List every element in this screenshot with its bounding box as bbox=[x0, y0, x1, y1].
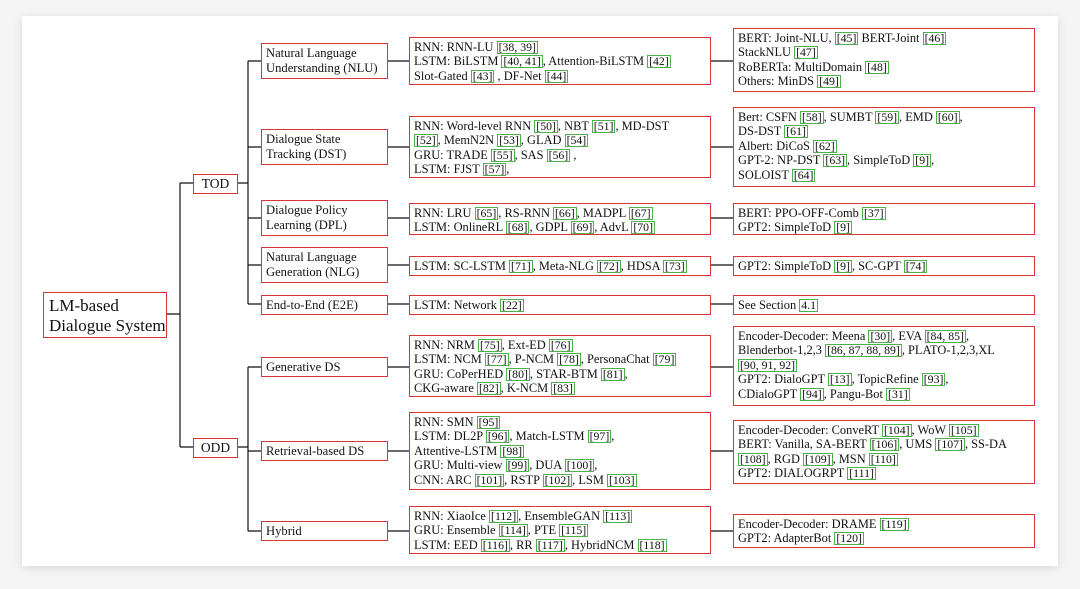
citation-ref[interactable]: [102] bbox=[544, 472, 571, 487]
mid-retrieval bbox=[409, 412, 711, 490]
detail-text: Attentive-LSTM bbox=[414, 443, 501, 458]
citation-ref[interactable]: [9] bbox=[915, 153, 930, 168]
citation-ref[interactable]: [71] bbox=[511, 259, 531, 273]
mid-hybrid bbox=[409, 506, 711, 554]
detail-text: , LSM bbox=[572, 472, 607, 487]
citation-ref[interactable]: [45] bbox=[836, 31, 857, 45]
detail-text: , PTE bbox=[527, 523, 560, 538]
detail-line bbox=[738, 60, 1030, 74]
citation-ref[interactable]: [101] bbox=[476, 472, 503, 487]
citation-ref[interactable]: [62] bbox=[815, 138, 835, 153]
detail-line bbox=[738, 259, 1030, 273]
citation-ref[interactable]: [107] bbox=[937, 437, 963, 452]
citation-ref[interactable]: [94] bbox=[802, 386, 822, 401]
detail-line bbox=[414, 133, 706, 147]
mid-e2e bbox=[409, 295, 711, 315]
detail-line bbox=[738, 387, 1030, 401]
detail-line bbox=[738, 343, 1030, 357]
right-dst bbox=[733, 107, 1035, 187]
detail-line bbox=[738, 206, 1030, 220]
detail-text: LSTM: BiLSTM bbox=[414, 54, 502, 69]
detail-text: LSTM: OnlineRL bbox=[414, 220, 506, 235]
citation-ref[interactable]: [9] bbox=[836, 259, 850, 273]
detail-text: , GLAD bbox=[520, 133, 565, 148]
citation-ref[interactable]: [64] bbox=[793, 167, 814, 182]
detail-text: LSTM: DL2P bbox=[414, 429, 486, 444]
detail-text: CDialoGPT bbox=[738, 386, 801, 401]
detail-text: Encoder-Decoder: ConveRT bbox=[738, 423, 882, 437]
citation-ref[interactable]: [67] bbox=[630, 206, 651, 220]
detail-text: LSTM: SC-LSTM bbox=[414, 259, 510, 273]
detail-line bbox=[738, 110, 1030, 124]
detail-line bbox=[414, 40, 706, 54]
citation-ref[interactable]: [38, 39] bbox=[498, 40, 536, 54]
detail-line bbox=[414, 473, 706, 487]
citation-ref[interactable]: [54] bbox=[566, 133, 587, 148]
citation-ref[interactable]: [66] bbox=[555, 206, 575, 220]
citation-ref[interactable]: [76] bbox=[550, 338, 571, 352]
citation-ref[interactable]: [59] bbox=[877, 110, 898, 124]
citation-ref[interactable]: [117] bbox=[537, 537, 563, 552]
detail-line bbox=[738, 423, 1030, 437]
detail-line bbox=[738, 517, 1030, 531]
right-nlg bbox=[733, 256, 1035, 276]
citation-ref[interactable]: [22] bbox=[502, 298, 522, 312]
citation-ref[interactable]: [55] bbox=[492, 147, 513, 162]
detail-text: , Attention-BiLSTM bbox=[542, 54, 648, 69]
detail-text: Blenderbot-1,2,3 bbox=[738, 343, 826, 358]
citation-ref[interactable]: [108] bbox=[740, 451, 766, 466]
detail-text: , RS-RNN bbox=[498, 206, 553, 220]
detail-text: , SAS bbox=[514, 147, 547, 162]
citation-ref[interactable]: [95] bbox=[478, 415, 499, 429]
detail-text: , bbox=[624, 366, 628, 381]
citation-ref[interactable]: [60] bbox=[937, 110, 958, 124]
detail-text: GPT2: DIALOGRPT bbox=[738, 466, 848, 481]
detail-text: Encoder-Decoder: DRAME bbox=[738, 517, 880, 531]
detail-text: , WoW bbox=[911, 423, 949, 437]
sub-nlg bbox=[261, 247, 388, 283]
citation-ref[interactable]: [97] bbox=[589, 429, 610, 444]
detail-text: , bbox=[965, 329, 970, 343]
detail-line bbox=[414, 338, 706, 352]
right-dpl bbox=[733, 203, 1035, 235]
detail-text: , TopicRefine bbox=[851, 372, 922, 387]
citation-ref[interactable]: [58] bbox=[801, 110, 822, 124]
detail-text: LSTM: NCM bbox=[414, 352, 485, 367]
sub-nlu bbox=[261, 43, 388, 79]
citation-ref[interactable]: [68] bbox=[507, 220, 528, 235]
detail-text: , EVA bbox=[892, 329, 925, 343]
detail-text: , GDPL bbox=[529, 220, 571, 235]
detail-text: , MADPL bbox=[576, 206, 629, 220]
citation-ref[interactable]: [31] bbox=[888, 386, 908, 401]
citation-ref[interactable]: [69] bbox=[572, 220, 593, 235]
detail-text: RNN: SMN bbox=[414, 415, 477, 429]
mid-nlu bbox=[409, 37, 711, 85]
detail-text: , bbox=[945, 372, 949, 387]
detail-line bbox=[738, 452, 1030, 466]
right-generative bbox=[733, 326, 1035, 406]
detail-text: , SimpleToD bbox=[847, 153, 914, 168]
sub-line: Understanding (NLU) bbox=[266, 60, 378, 75]
detail-text: RNN: LRU bbox=[414, 206, 475, 220]
sub-hybrid bbox=[261, 521, 388, 541]
detail-text: , EnsembleGAN bbox=[518, 509, 604, 523]
mid-nlg bbox=[409, 256, 711, 276]
detail-line bbox=[738, 124, 1030, 138]
detail-line bbox=[414, 119, 706, 133]
citation-ref[interactable]: [43] bbox=[472, 68, 493, 83]
citation-ref[interactable]: [40, 41] bbox=[503, 54, 541, 69]
sub-line: Hybrid bbox=[266, 524, 302, 538]
detail-line bbox=[414, 523, 706, 537]
citation-ref[interactable]: [109] bbox=[805, 451, 831, 466]
sub-line: Dialogue State bbox=[266, 132, 341, 146]
detail-text: DS-DST bbox=[738, 124, 785, 139]
citation-ref[interactable]: [75] bbox=[480, 338, 500, 352]
detail-text: , MSN bbox=[832, 451, 869, 466]
detail-text: RNN: Word-level RNN bbox=[414, 119, 535, 133]
mid-generative bbox=[409, 335, 711, 397]
citation-ref[interactable]: [103] bbox=[608, 472, 635, 487]
detail-text: , EMD bbox=[899, 110, 936, 124]
detail-text: , K-NCM bbox=[500, 381, 552, 396]
detail-line bbox=[414, 429, 706, 443]
detail-text: , bbox=[506, 162, 510, 177]
detail-line bbox=[738, 372, 1030, 386]
sub-line: End-to-End (E2E) bbox=[266, 298, 358, 312]
citation-ref[interactable]: [120] bbox=[836, 531, 862, 546]
citation-ref[interactable]: [86, 87, 88, 89] bbox=[827, 343, 900, 358]
citation-ref[interactable]: [65] bbox=[476, 206, 497, 220]
detail-text: , bbox=[611, 429, 615, 444]
category-odd bbox=[193, 438, 238, 458]
detail-text: , MemN2N bbox=[437, 133, 498, 148]
sub-generative bbox=[261, 357, 388, 377]
detail-text: , P-NCM bbox=[508, 352, 558, 367]
detail-text: GRU: Multi-view bbox=[414, 458, 506, 473]
root-label-line1: LM-based bbox=[49, 296, 119, 315]
detail-line bbox=[414, 509, 706, 523]
detail-text: , Pangu-Bot bbox=[823, 386, 887, 401]
detail-text: CNN: ARC bbox=[414, 472, 475, 487]
citation-ref[interactable]: [56] bbox=[548, 147, 569, 162]
detail-text: , RSTP bbox=[504, 472, 543, 487]
detail-line bbox=[738, 153, 1030, 167]
detail-line bbox=[414, 69, 706, 83]
detail-line bbox=[414, 162, 706, 176]
citation-ref[interactable]: [78] bbox=[559, 352, 579, 367]
sub-line: Natural Language bbox=[266, 250, 357, 264]
detail-text: GPT-2: NP-DST bbox=[738, 153, 824, 168]
citation-ref[interactable]: [52] bbox=[416, 133, 436, 148]
detail-text: , PLATO-1,2,3,XL bbox=[901, 343, 995, 358]
detail-text: GRU: CoPerHED bbox=[414, 366, 507, 381]
detail-text: RNN: NRM bbox=[414, 338, 479, 352]
detail-text: CKG-aware bbox=[414, 381, 477, 396]
detail-text: , NBT bbox=[557, 119, 592, 133]
detail-text: , MD-DST bbox=[615, 119, 670, 133]
detail-line bbox=[414, 458, 706, 472]
mid-dst bbox=[409, 116, 711, 178]
detail-line bbox=[414, 206, 706, 220]
detail-text: LSTM: FJST bbox=[414, 162, 483, 177]
detail-text: , SUMBT bbox=[823, 110, 876, 124]
citation-ref[interactable]: [37] bbox=[863, 206, 884, 220]
detail-text: See Section bbox=[738, 298, 800, 312]
sub-e2e bbox=[261, 295, 388, 315]
citation-ref[interactable]: [84, 85] bbox=[926, 329, 964, 343]
detail-line bbox=[738, 139, 1030, 153]
citation-ref[interactable]: [96] bbox=[487, 429, 508, 444]
detail-text: Encoder-Decoder: Meena bbox=[738, 329, 869, 343]
detail-line bbox=[414, 148, 706, 162]
category-label: TOD bbox=[201, 176, 230, 191]
citation-ref[interactable]: [51] bbox=[593, 119, 614, 133]
detail-line bbox=[414, 298, 706, 312]
detail-line bbox=[414, 259, 706, 273]
citation-ref[interactable]: [42] bbox=[649, 54, 669, 69]
detail-text: , bbox=[570, 147, 577, 162]
right-nlu bbox=[733, 28, 1035, 92]
detail-text: , DUA bbox=[529, 458, 565, 473]
sub-line: Learning (DPL) bbox=[266, 217, 347, 232]
citation-ref[interactable]: [104] bbox=[883, 423, 910, 437]
citation-ref[interactable]: [105] bbox=[950, 423, 977, 437]
detail-text: GRU: Ensemble bbox=[414, 523, 499, 538]
detail-text: , PersonaChat bbox=[580, 352, 653, 367]
detail-text: , UMS bbox=[899, 437, 936, 452]
detail-text: BERT: PPO-OFF-Comb bbox=[738, 206, 862, 220]
citation-ref[interactable]: [70] bbox=[633, 220, 654, 235]
detail-line bbox=[738, 168, 1030, 182]
citation-ref[interactable]: [114] bbox=[500, 523, 526, 538]
citation-ref[interactable]: 4.1 bbox=[801, 298, 817, 312]
citation-ref[interactable]: [112] bbox=[491, 509, 517, 523]
citation-ref[interactable]: [113] bbox=[605, 509, 631, 523]
detail-text: Slot-Gated bbox=[414, 68, 471, 83]
citation-ref[interactable]: [116] bbox=[482, 537, 508, 552]
detail-line bbox=[738, 31, 1030, 45]
detail-line bbox=[414, 352, 706, 366]
detail-text: SOLOIST bbox=[738, 167, 792, 182]
citation-ref[interactable]: [72] bbox=[599, 259, 619, 273]
detail-line bbox=[738, 298, 1030, 312]
citation-ref[interactable]: [111] bbox=[849, 466, 874, 481]
detail-line bbox=[414, 444, 706, 458]
sub-line: Dialogue Policy bbox=[266, 203, 348, 217]
detail-text: , STAR-BTM bbox=[529, 366, 601, 381]
citation-ref[interactable]: [83] bbox=[553, 381, 573, 396]
detail-text: LSTM: Network bbox=[414, 298, 501, 312]
citation-ref[interactable]: [110] bbox=[870, 451, 896, 466]
right-retrieval bbox=[733, 420, 1035, 484]
detail-text: , RR bbox=[509, 537, 536, 552]
citation-ref[interactable]: [50] bbox=[536, 119, 556, 133]
citation-ref[interactable]: [98] bbox=[502, 443, 523, 458]
citation-ref[interactable]: [73] bbox=[665, 259, 685, 273]
detail-line bbox=[738, 437, 1030, 451]
detail-line bbox=[738, 220, 1030, 234]
citation-ref[interactable]: [119] bbox=[881, 517, 907, 531]
right-e2e bbox=[733, 295, 1035, 315]
citation-ref[interactable]: [115] bbox=[561, 523, 587, 538]
detail-text: BERT: Vanilla, SA-BERT bbox=[738, 437, 870, 452]
citation-ref[interactable]: [93] bbox=[923, 372, 944, 387]
detail-text: GRU: TRADE bbox=[414, 147, 491, 162]
citation-ref[interactable]: [106] bbox=[871, 437, 898, 452]
detail-text: , SC-GPT bbox=[851, 259, 904, 273]
citation-ref[interactable]: [47] bbox=[796, 45, 816, 60]
detail-text: , bbox=[959, 110, 963, 124]
sub-line: Natural Language bbox=[266, 46, 357, 60]
citation-ref[interactable]: [53] bbox=[499, 133, 519, 148]
citation-ref[interactable]: [9] bbox=[836, 220, 850, 235]
root-node bbox=[43, 292, 167, 338]
citation-ref[interactable]: [82] bbox=[478, 381, 499, 396]
detail-text: , HDSA bbox=[620, 259, 664, 273]
citation-ref[interactable]: [61] bbox=[786, 124, 806, 139]
detail-line bbox=[738, 329, 1030, 343]
detail-line bbox=[738, 74, 1030, 88]
citation-ref[interactable]: [99] bbox=[507, 458, 528, 473]
detail-text: RoBERTa: MultiDomain bbox=[738, 59, 866, 74]
citation-ref[interactable]: [48] bbox=[867, 59, 887, 74]
detail-text: RNN: XiaoIce bbox=[414, 509, 490, 523]
citation-ref[interactable]: [63] bbox=[825, 153, 846, 168]
citation-ref[interactable]: [44] bbox=[546, 68, 567, 83]
citation-ref[interactable]: [30] bbox=[870, 329, 891, 343]
citation-ref[interactable]: [49] bbox=[819, 74, 839, 89]
detail-line bbox=[738, 466, 1030, 480]
detail-text: , AdvL bbox=[594, 220, 632, 235]
sub-line: Generative DS bbox=[266, 360, 341, 374]
detail-line bbox=[414, 220, 706, 234]
detail-line bbox=[738, 531, 1030, 545]
citation-ref[interactable]: [77] bbox=[486, 352, 507, 367]
citation-ref[interactable]: [118] bbox=[639, 537, 665, 552]
detail-text: GPT2: AdapterBot bbox=[738, 531, 835, 546]
detail-line bbox=[738, 358, 1030, 372]
detail-line bbox=[414, 54, 706, 68]
sub-line: Generation (NLG) bbox=[266, 264, 360, 279]
sub-line: Tracking (DST) bbox=[266, 146, 347, 161]
sub-retrieval bbox=[261, 441, 388, 461]
detail-text: , Meta-NLG bbox=[532, 259, 598, 273]
detail-text: , Match-LSTM bbox=[509, 429, 588, 444]
citation-ref[interactable]: [81] bbox=[602, 366, 623, 381]
detail-line bbox=[414, 538, 706, 552]
citation-ref[interactable]: [74] bbox=[905, 259, 926, 273]
detail-text: BERT-Joint bbox=[858, 31, 923, 45]
detail-text: , SS-DA bbox=[964, 437, 1007, 452]
detail-text: GPT2: DialoGPT bbox=[738, 372, 828, 387]
detail-text: Bert: CSFN bbox=[738, 110, 800, 124]
sub-dst bbox=[261, 129, 388, 165]
citation-ref[interactable]: [46] bbox=[924, 31, 945, 45]
detail-text: , DF-Net bbox=[494, 68, 545, 83]
citation-ref[interactable]: [90, 91, 92] bbox=[740, 357, 796, 372]
detail-text: RNN: RNN-LU bbox=[414, 40, 497, 54]
mid-dpl bbox=[409, 203, 711, 235]
citation-ref[interactable]: [80] bbox=[508, 366, 528, 381]
detail-line bbox=[414, 381, 706, 395]
detail-text: StackNLU bbox=[738, 45, 795, 60]
detail-text: , bbox=[594, 458, 598, 473]
category-tod bbox=[193, 174, 238, 194]
detail-line bbox=[414, 415, 706, 429]
detail-text: GPT2: SimpleToD bbox=[738, 220, 835, 235]
detail-text: LSTM: EED bbox=[414, 537, 481, 552]
citation-ref[interactable]: [100] bbox=[566, 458, 593, 473]
citation-ref[interactable]: [13] bbox=[829, 372, 850, 387]
sub-dpl bbox=[261, 200, 388, 236]
citation-ref[interactable]: [79] bbox=[654, 352, 675, 367]
detail-text: Others: MinDS bbox=[738, 74, 818, 89]
category-label: ODD bbox=[200, 440, 231, 455]
detail-text: , Ext-ED bbox=[501, 338, 549, 352]
detail-line bbox=[414, 367, 706, 381]
detail-line bbox=[738, 45, 1030, 59]
detail-text: , bbox=[931, 153, 935, 168]
sub-line: Retrieval-based DS bbox=[266, 444, 365, 458]
right-hybrid bbox=[733, 514, 1035, 548]
detail-text: Albert: DiCoS bbox=[738, 138, 814, 153]
citation-ref[interactable]: [57] bbox=[484, 162, 505, 177]
detail-text: GPT2: SimpleToD bbox=[738, 259, 835, 273]
detail-text: , RGD bbox=[767, 451, 804, 466]
detail-text: , HybridNCM bbox=[564, 537, 638, 552]
root-label-line2: Dialogue System bbox=[49, 316, 166, 335]
detail-text: BERT: Joint-NLU, bbox=[738, 31, 835, 45]
